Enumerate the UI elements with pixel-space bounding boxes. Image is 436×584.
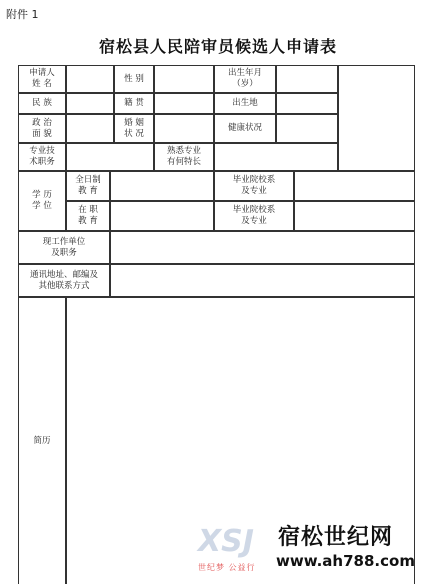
input-current-employer[interactable] (110, 231, 415, 264)
label-health: 健康状况 (214, 114, 276, 143)
input-health[interactable] (276, 114, 338, 143)
input-full-time-education[interactable] (110, 171, 214, 201)
label-education-degree: 学 历 学 位 (18, 171, 66, 231)
label-contact: 通讯地址、邮编及 其他联系方式 (18, 264, 110, 297)
form-title: 宿松县人民陪审员候选人申请表 (98, 37, 337, 56)
label-in-service-education: 在 职 教 育 (66, 201, 110, 231)
label-resume: 简历 (18, 297, 66, 584)
input-professional-title[interactable] (66, 143, 154, 171)
watermark-url: www.ah788.com (276, 552, 415, 570)
label-professional-title: 专业技 术职务 (18, 143, 66, 171)
label-graduate-school-1: 毕业院校系 及专业 (214, 171, 294, 201)
input-political-status[interactable] (66, 114, 114, 143)
input-applicant-name[interactable] (66, 65, 114, 93)
label-gender: 性 别 (114, 65, 154, 93)
watermark-brand: 宿松世纪网 (278, 525, 394, 550)
input-in-service-education[interactable] (110, 201, 214, 231)
label-applicant-name: 申请人 姓 名 (18, 65, 66, 93)
label-political-status: 政 治 面 貌 (18, 114, 66, 143)
input-marital-status[interactable] (154, 114, 214, 143)
input-expertise[interactable] (214, 143, 338, 171)
input-native-place[interactable] (154, 93, 214, 114)
input-graduate-school-1[interactable] (294, 171, 415, 201)
label-expertise: 熟悉专业 有何特长 (154, 143, 214, 171)
label-current-employer: 现工作单位 及职务 (18, 231, 110, 264)
input-graduate-school-2[interactable] (294, 201, 415, 231)
label-birthplace: 出生地 (214, 93, 276, 114)
site-watermark (198, 516, 428, 578)
input-gender[interactable] (154, 65, 214, 93)
label-birth: 出生年月 （岁） (214, 65, 276, 93)
label-ethnicity: 民 族 (18, 93, 66, 114)
label-native-place: 籍 贯 (114, 93, 154, 114)
input-birth[interactable] (276, 65, 338, 93)
watermark-slogan: 世纪梦 公益行 (198, 563, 256, 572)
label-marital-status: 婚 姻 状 况 (114, 114, 154, 143)
input-birthplace[interactable] (276, 93, 338, 114)
attachment-label: 附件 1 (6, 8, 39, 21)
input-contact[interactable] (110, 264, 415, 297)
application-form-table (18, 65, 415, 584)
watermark-logo-icon: XSJ (198, 524, 254, 559)
photo-box[interactable] (338, 65, 415, 171)
label-graduate-school-2: 毕业院校系 及专业 (214, 201, 294, 231)
input-ethnicity[interactable] (66, 93, 114, 114)
label-full-time-education: 全日制 教 育 (66, 171, 110, 201)
